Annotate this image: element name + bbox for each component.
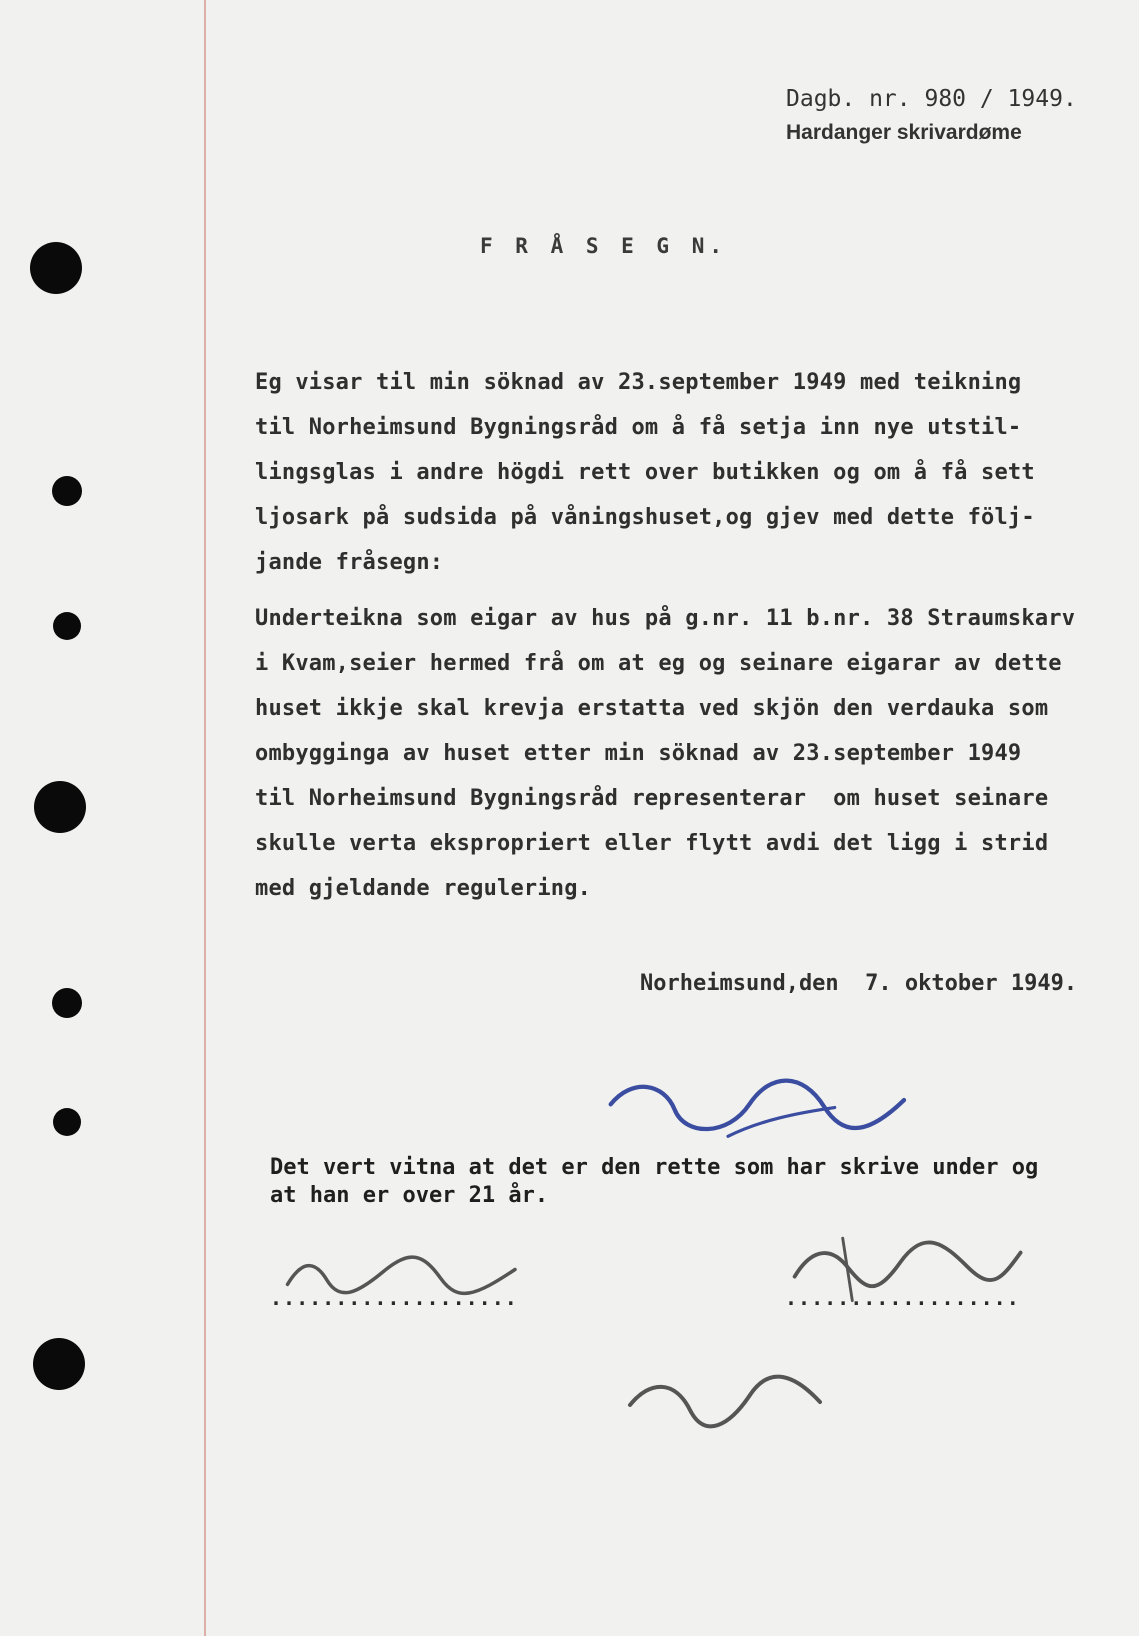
witness-statement-line-2: at han er over 21 år. [270, 1183, 549, 1208]
body-line-8: huset ikkje skal krevja erstatta ved skjön den verdauka som [255, 696, 1049, 721]
left-margin-line [204, 0, 206, 1636]
punch-hole-7 [33, 1338, 85, 1390]
body-line-7: i Kvam,seier hermed frå om at eg og seinare eigarar av dette [255, 651, 1062, 676]
punch-hole-5 [52, 988, 82, 1018]
punch-hole-4 [34, 781, 86, 833]
witness-dots-left: ................... [270, 1286, 518, 1310]
body-line-10: til Norheimsund Bygningsråd representerar om huset seinare [255, 786, 1049, 811]
punch-hole-3 [53, 612, 81, 640]
body-line-1: Eg visar til min söknad av 23.september 1949 med teikning [255, 370, 1022, 395]
document-title: F R Å S E G N. [480, 234, 728, 258]
body-line-6: Underteikna som eigar av hus på g.nr. 11 b.nr. 38 Straumskarv [255, 606, 1076, 631]
body-line-2: til Norheimsund Bygningsråd om å få setja inn nye utstil- [255, 415, 1022, 440]
body-line-12: med gjeldande regulering. [255, 876, 592, 901]
witness-statement-line-1: Det vert vitna at det er den rette som har skrive under og [270, 1155, 1039, 1180]
handwritten-notation [620, 1360, 840, 1440]
punch-hole-2 [52, 476, 82, 506]
office-stamp: Hardanger skrivardøme [786, 121, 1022, 144]
punch-hole-6 [53, 1108, 81, 1136]
witness-dots-right: .................. [785, 1286, 1020, 1310]
body-line-5: jande fråsegn: [255, 550, 444, 575]
journal-number-stamp: Dagb. nr. 980 / 1949. [786, 86, 1077, 112]
body-line-9: ombygginga av huset etter min söknad av 23.september 1949 [255, 741, 1022, 766]
body-line-3: lingsglas i andre högdi rett over butikken og om å få sett [255, 460, 1035, 485]
page-edge [1139, 0, 1147, 1636]
body-line-4: ljosark på sudsida på våningshuset,og gjev med dette följ- [255, 505, 1035, 530]
body-line-11: skulle verta ekspropriert eller flytt avdi det ligg i strid [255, 831, 1049, 856]
main-signature [600, 1060, 920, 1170]
place-and-date: Norheimsund,den 7. oktober 1949. [640, 971, 1078, 996]
punch-hole-1 [30, 242, 82, 294]
